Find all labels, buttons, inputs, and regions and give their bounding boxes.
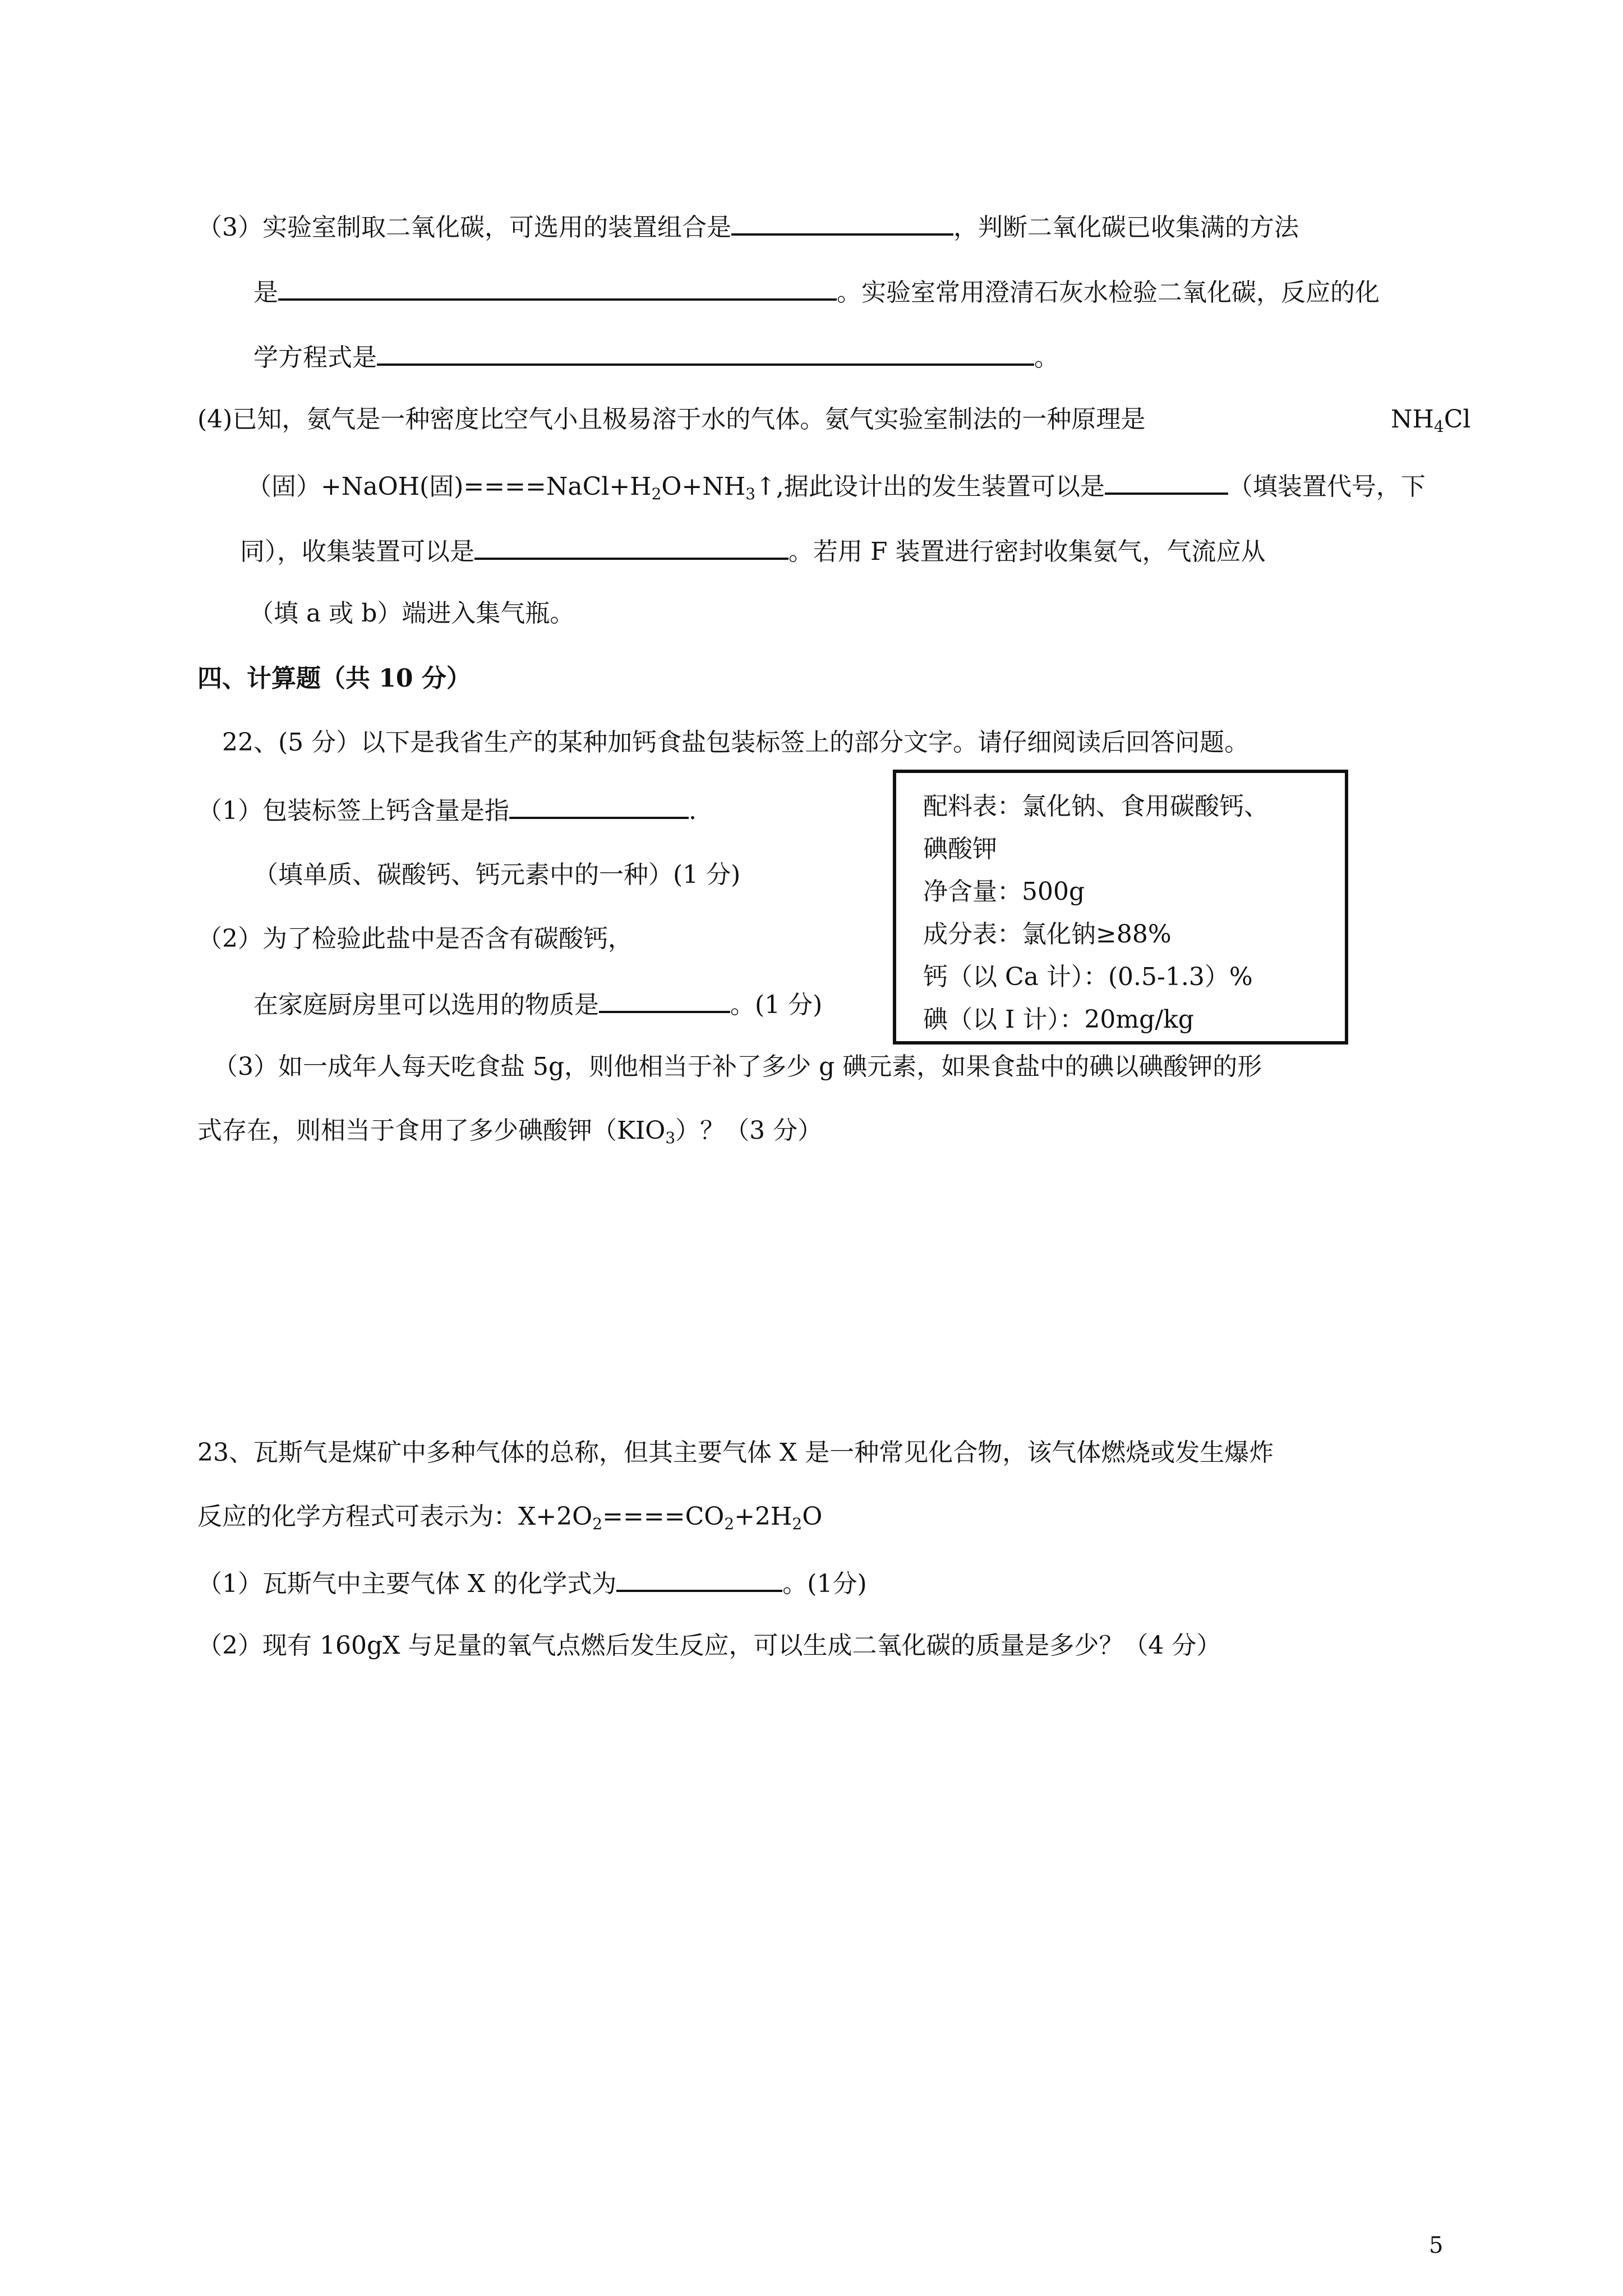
q22-part1-text-b: . [689,797,697,825]
answer-blank[interactable] [731,209,953,236]
q22-intro [222,726,1249,760]
q22-part3-text-a: （3）如一成年人每天吃食盐 5g，则他相当于补了多少 g 碘元素，如果食盐中的碘以碘酸钾的形 [213,1052,1262,1081]
answer-blank[interactable] [599,986,730,1013]
q23-intro-text-a: 23、瓦斯气是煤矿中多种气体的总称，但其主要气体 X 是一种常见化合物，该气体燃烧或发生爆炸 [197,1438,1274,1467]
q21-part3-text-d: 。实验室常用澄清石灰水检验二氧化碳，反应的化 [837,278,1380,307]
q23-intro-line2 [197,1500,822,1534]
q21-part3-text-c: 是 [253,278,278,307]
q22-part3-line1 [213,1050,1262,1084]
answer-blank[interactable] [509,792,689,819]
q22-part2-line1 [197,922,633,956]
q22-part2-line2 [253,986,822,1022]
q21-part4-formula-nh4cl [1391,403,1470,436]
q23-intro-line1 [197,1436,1274,1470]
subscript: 2 [792,1515,803,1533]
q22-part2-text-a: （2）为了检验此盐中是否含有碳酸钙， [197,924,633,953]
q21-part4-line4 [249,597,574,631]
subscript: 3 [745,485,756,503]
label-calcium: 钙（以 Ca 计）：(0.5-1.3）% [923,963,1253,991]
q21-part4-text-i: 。若用 F 装置进行密封收集氨气，气流应从 [789,537,1266,566]
q21-part4-text-d: （固）+NaOH(固)====NaCl+H [247,472,652,501]
q22-intro-text: 22、(5 分）以下是我省生产的某种加钙食盐包装标签上的部分文字。请仔细阅读后回答问题。 [222,728,1249,757]
q22-part1-line1 [197,792,697,828]
q21-part4-text-j: （填 a 或 b）端进入集气瓶。 [249,599,575,628]
subscript: 2 [651,485,662,503]
q23-part1 [197,1565,867,1601]
q22-part3-text-c: ）？（3 分） [675,1116,823,1145]
answer-blank[interactable] [1105,468,1228,495]
q21-part4-text-e: O+NH [661,472,746,501]
q21-part4-text-g: （填装置代号，下 [1228,472,1426,501]
subscript: 3 [665,1129,676,1147]
q23-part1-text-a: （1）瓦斯气中主要气体 X 的化学式为 [197,1570,617,1598]
label-ingredients: 配料表：氯化钠、食用碳酸钙、 [923,792,1269,821]
q22-part1-text-a: （1）包装标签上钙含量是指 [197,797,509,825]
answer-blank[interactable] [377,339,1034,366]
label-iodine: 碘（以 I 计）：20mg/kg [923,1005,1194,1034]
q21-part4-text-b: NH [1391,405,1434,434]
q21-part3-text-a: （3）实验室制取二氧化碳，可选用的装置组合是 [197,213,731,242]
q22-part3-text-b: 式存在，则相当于食用了多少碘酸钾（KIO [197,1116,666,1145]
q23-equation-a: 反应的化学方程式可表示为：X+2O [197,1502,593,1531]
q21-part4-text-f: ↑,据此设计出的发生装置可以是 [755,472,1105,501]
answer-blank[interactable] [474,533,789,560]
q21-part4-line1 [197,403,1145,436]
q22-part3-line2 [197,1114,822,1148]
q22-part2-text-c: 。(1 分) [730,991,823,1019]
subscript: 2 [724,1515,735,1533]
q21-part4-text-c: Cl [1444,405,1471,434]
q21-part3-text-b: ，判断二氧化碳已收集满的方法 [953,213,1299,242]
q21-part3-text-e: 学方程式是 [253,343,377,372]
q21-part4-line3 [240,533,1266,569]
q21-part4-line2 [247,468,1426,504]
q23-equation-c: +2H [734,1502,792,1531]
q21-part3-line1 [197,209,1299,245]
answer-blank[interactable] [616,1565,782,1592]
q21-part3-line2 [253,274,1380,310]
answer-blank[interactable] [278,274,837,301]
subscript: 2 [592,1515,603,1533]
q23-part2-text: （2）现有 160gX 与足量的氧气点燃后发生反应，可以生成二氧化碳的质量是多少？（4 分） [197,1631,1221,1660]
label-ingredients-cont: 碘酸钾 [923,835,997,863]
label-composition: 成分表：氯化钠≥88% [923,920,1172,949]
q21-part3-line3 [253,339,1059,375]
q23-equation-b: ====CO [602,1502,725,1531]
q23-part2 [197,1629,1221,1663]
section-heading [197,662,471,696]
section-heading-text: 四、计算题（共 10 分） [197,664,471,693]
salt-label-box [893,770,1348,1045]
q21-part4-text-a: (4)已知，氨气是一种密度比空气小且极易溶于水的气体。氨气实验室制法的一种原理是 [197,405,1146,434]
q22-part1-hint [253,858,740,892]
page-number: 5 [1429,2233,1444,2258]
q23-part1-text-b: 。(1分) [782,1570,867,1598]
q21-part4-text-h: 同），收集装置可以是 [240,537,474,566]
q23-equation-d: O [802,1502,823,1531]
q22-part2-text-b: 在家庭厨房里可以选用的物质是 [253,991,599,1019]
q22-part1-hint-text: （填单质、碳酸钙、钙元素中的一种）(1 分) [253,861,741,889]
label-net-weight: 净含量：500g [923,877,1085,906]
subscript: 4 [1433,417,1444,436]
q21-part3-text-f: 。 [1034,343,1059,372]
